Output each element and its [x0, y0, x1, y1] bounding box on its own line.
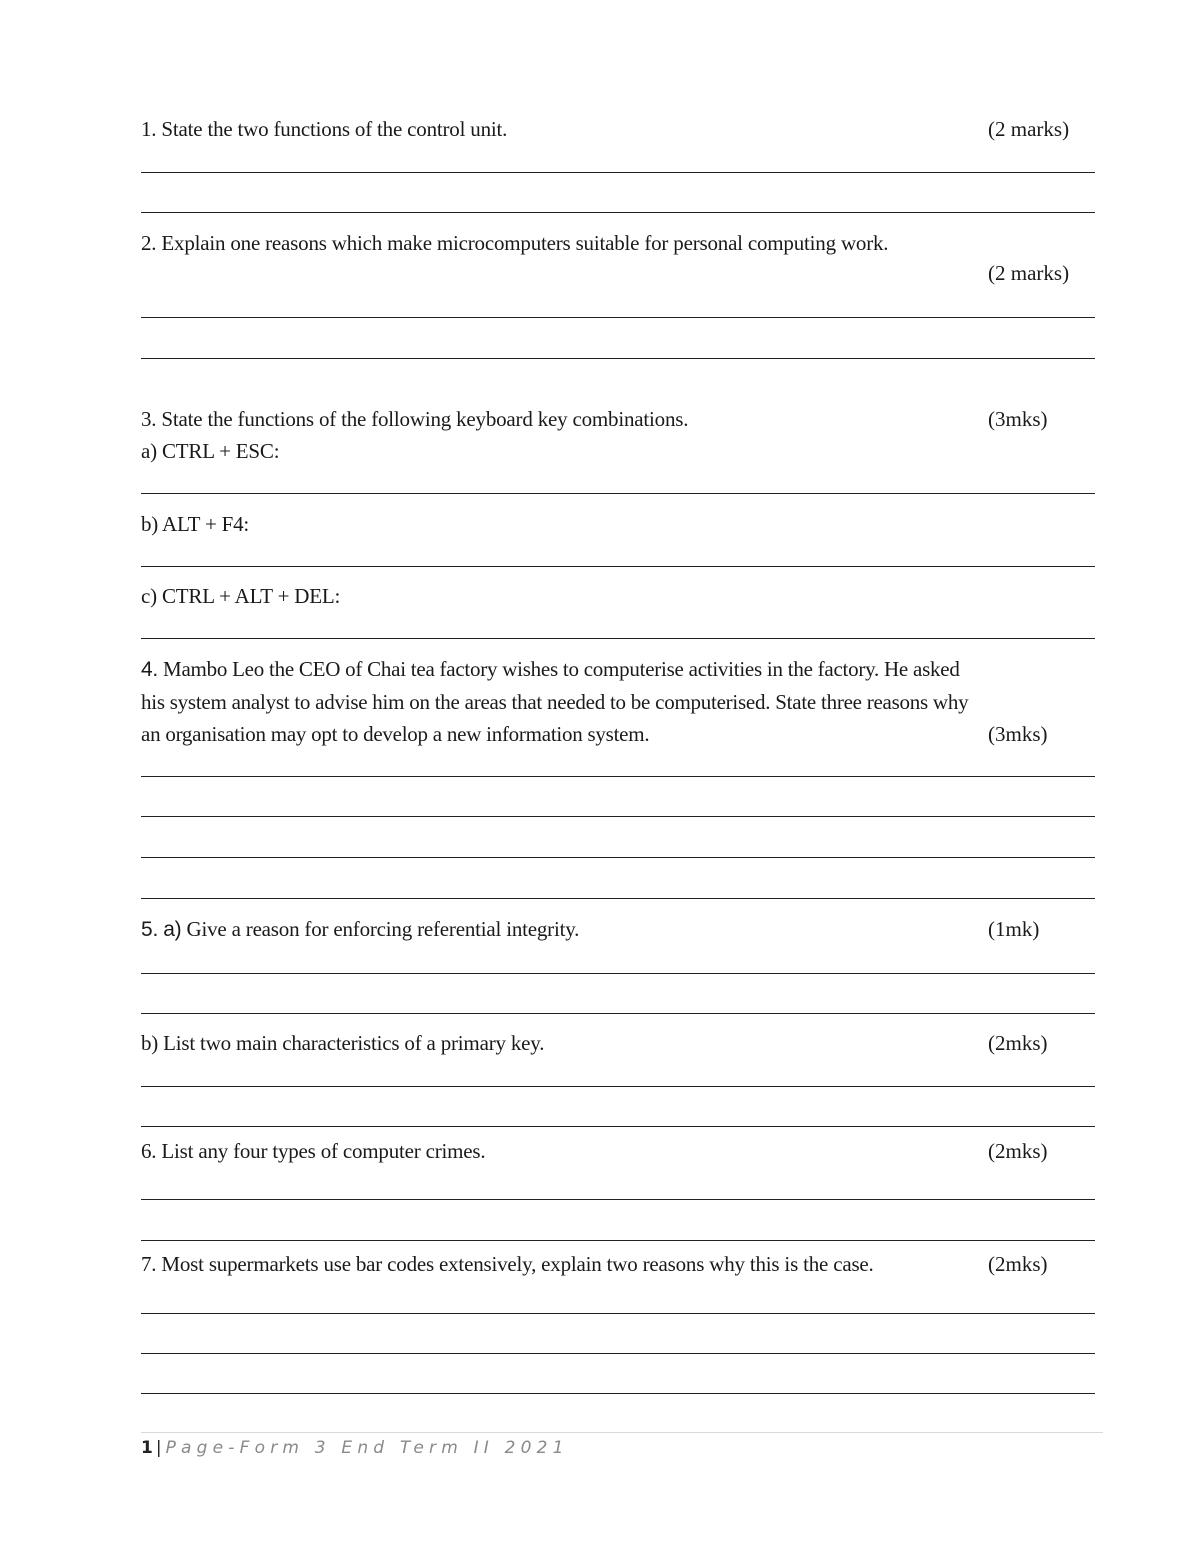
answer-line: [141, 172, 1095, 173]
answer-line: [141, 898, 1095, 899]
answer-line: [141, 317, 1095, 318]
question-1-text: 1. State the two functions of the control unit.: [141, 117, 508, 141]
question-5b-text: b) List two main characteristics of a primary key.: [141, 1031, 545, 1055]
answer-line: [141, 566, 1095, 567]
answer-line: [141, 973, 1095, 974]
answer-line: [141, 1393, 1095, 1394]
answer-line: [141, 1240, 1095, 1241]
question-4-line-2: his system analyst to advise him on the areas that needed to be computerised. State three reasons why: [141, 690, 969, 714]
answer-line: [141, 816, 1095, 817]
question-6-text: 6. List any four types of computer crimes.: [141, 1139, 486, 1163]
answer-line: [141, 212, 1095, 213]
question-5a-marks: (1mk): [988, 917, 1040, 941]
question-3c-text: c) CTRL + ALT + DEL:: [141, 584, 341, 608]
answer-line: [141, 1353, 1095, 1354]
question-4-text-1: Mambo Leo the CEO of Chai tea factory wishes to computerise activities in the factory. He asked: [163, 657, 960, 681]
question-2-marks: (2 marks): [988, 261, 1070, 285]
question-7-marks: (2mks): [988, 1252, 1048, 1276]
question-5b-marks: (2mks): [988, 1031, 1048, 1055]
answer-line: [141, 1313, 1095, 1314]
question-4-line-1: [141, 653, 960, 687]
question-3a-text: a) CTRL + ESC:: [141, 439, 280, 463]
question-3-text: 3. State the functions of the following keyboard key combinations.: [141, 407, 689, 431]
answer-line: [141, 358, 1095, 359]
answer-line: [141, 493, 1095, 494]
footer-separator: |: [155, 1438, 162, 1458]
page-number: 1: [141, 1438, 153, 1458]
page-footer: [141, 1437, 569, 1459]
question-3b-text: b) ALT + F4:: [141, 512, 250, 536]
answer-line: [141, 1013, 1095, 1014]
answer-line: [141, 857, 1095, 858]
footer-divider: [141, 1432, 1103, 1433]
answer-line: [141, 1126, 1095, 1127]
question-2-text: 2. Explain one reasons which make microcomputers suitable for personal computing work.: [141, 231, 889, 255]
question-3-marks: (3mks): [988, 407, 1048, 431]
question-7-text: 7. Most supermarkets use bar codes extensively, explain two reasons why this is the case.: [141, 1252, 874, 1276]
question-4-marks: (3mks): [988, 722, 1048, 746]
question-5a-line: [141, 917, 579, 942]
footer-label: Page-Form 3 End Term II 2021: [165, 1438, 569, 1458]
question-4-number: 4.: [141, 658, 159, 681]
question-5-number: 5.: [141, 918, 159, 941]
answer-line: [141, 1086, 1095, 1087]
answer-line: [141, 776, 1095, 777]
answer-line: [141, 1199, 1095, 1200]
question-5a-text: Give a reason for enforcing referential integrity.: [186, 917, 580, 941]
question-6-marks: (2mks): [988, 1139, 1048, 1163]
question-1-marks: (2 marks): [988, 117, 1070, 141]
answer-line: [141, 638, 1095, 639]
question-5a-label: a): [163, 918, 182, 941]
question-4-line-3: an organisation may opt to develop a new information system.: [141, 722, 650, 746]
